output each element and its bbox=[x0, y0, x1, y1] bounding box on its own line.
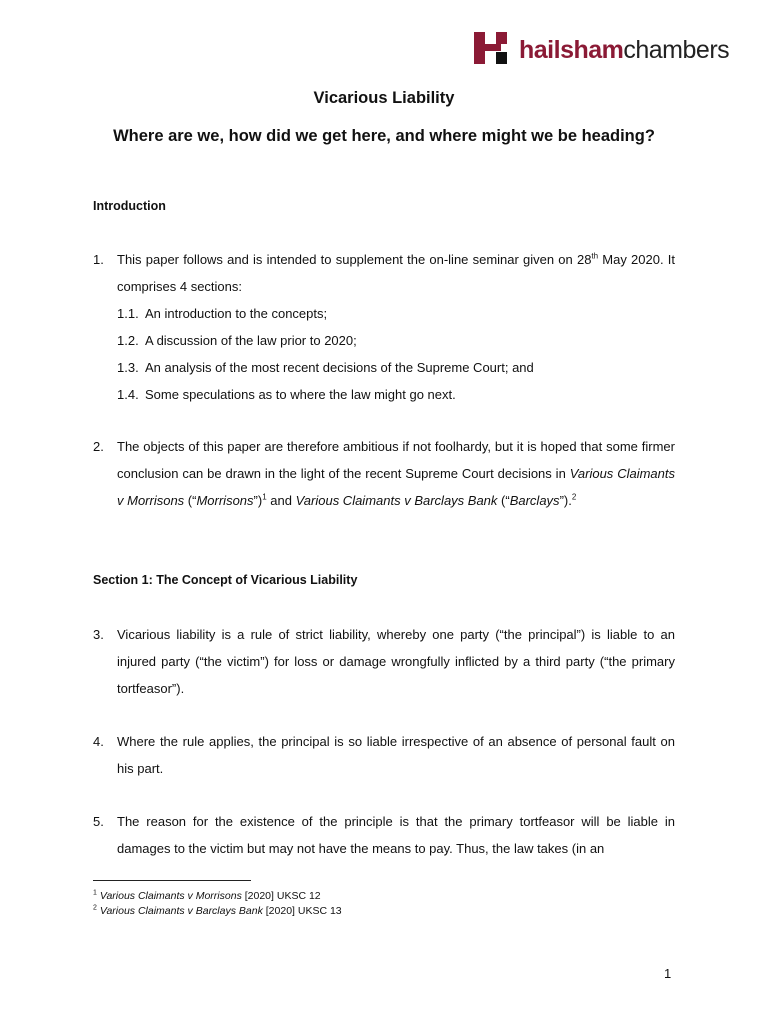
paragraph-5 bbox=[93, 808, 675, 862]
paragraph-3 bbox=[93, 621, 675, 702]
footnote-ref: 1 bbox=[262, 492, 267, 502]
list-item: 1.1. An introduction to the concepts; bbox=[117, 306, 328, 321]
logo-word-bold: hailsham bbox=[519, 36, 624, 64]
paragraph-4 bbox=[93, 728, 675, 782]
paragraph-text: The objects of this paper are therefore ambitious if not foolhardy, but it is hoped that some firmer conclusion can be drawn in the light of the recent Supreme Court decisions in Various Claimants v Morrisons (“Morrisons”)$^1$ and Various Claimants v Barclays Bank (“Barclays”).$^2$ bbox=[117, 439, 675, 508]
document-title: Vicarious Liability bbox=[313, 89, 455, 107]
section-heading-concept: Section 1: The Concept of Vicarious Liability bbox=[93, 573, 358, 587]
paragraph-text: This paper follows and is intended to supplement the on-line seminar given on 28th May 2020. It comprises 4 sections: bbox=[117, 251, 675, 294]
footnote-ref: 2 bbox=[571, 492, 577, 502]
document-subtitle: Where are we, how did we get here, and where might we be heading? bbox=[113, 127, 655, 145]
page-number: 1 bbox=[664, 966, 672, 981]
footnote-separator bbox=[93, 880, 251, 881]
section-heading-introduction: Introduction bbox=[93, 199, 166, 213]
paragraph-1 bbox=[93, 246, 675, 408]
paragraph-number: 4. bbox=[93, 734, 104, 749]
paragraph-number: 3. bbox=[93, 627, 104, 642]
footnote-1: $^1$ Various Claimants v Morrisons [2020] UKSC 12 bbox=[93, 889, 321, 902]
paragraph-number: 1. bbox=[93, 252, 104, 267]
paragraph-text: Where the rule applies, the principal is so liable irrespective of an absence of personal fault on his part. bbox=[117, 734, 675, 776]
paragraph-2 bbox=[93, 433, 675, 514]
list-item: 1.3. An analysis of the most recent decisions of the Supreme Court; and bbox=[117, 360, 534, 375]
logo-wordmark bbox=[519, 32, 729, 68]
case-name: Various Claimants v Barclays Bank bbox=[295, 493, 498, 508]
list-item: 1.4. Some speculations as to where the law might go next. bbox=[117, 387, 456, 402]
paragraph-text: The reason for the existence of the principle is that the primary tortfeasor will be liable in damages to the victim but may not have the means to pay. Thus, the law takes (in an bbox=[117, 814, 675, 856]
logo-mark-icon bbox=[474, 32, 510, 68]
case-name: Various Claimants v Morrisons bbox=[117, 466, 675, 508]
paragraph-text: Vicarious liability is a rule of strict liability, whereby one party (“the principal”) is liable to an injured party (“the victim”) for loss or damage wrongfully inflicted by a third party (“the primary tortfeasor”). bbox=[117, 627, 675, 696]
paragraph-number: 2. bbox=[93, 439, 104, 454]
list-item: 1.2. A discussion of the law prior to 2020; bbox=[117, 333, 357, 348]
paragraph-number: 5. bbox=[93, 814, 104, 829]
logo-word-light: chambers bbox=[623, 36, 730, 64]
hailsham-chambers-logo bbox=[474, 32, 729, 68]
footnote-2: $^2$ Various Claimants v Barclays Bank [2020] UKSC 13 bbox=[93, 904, 342, 917]
